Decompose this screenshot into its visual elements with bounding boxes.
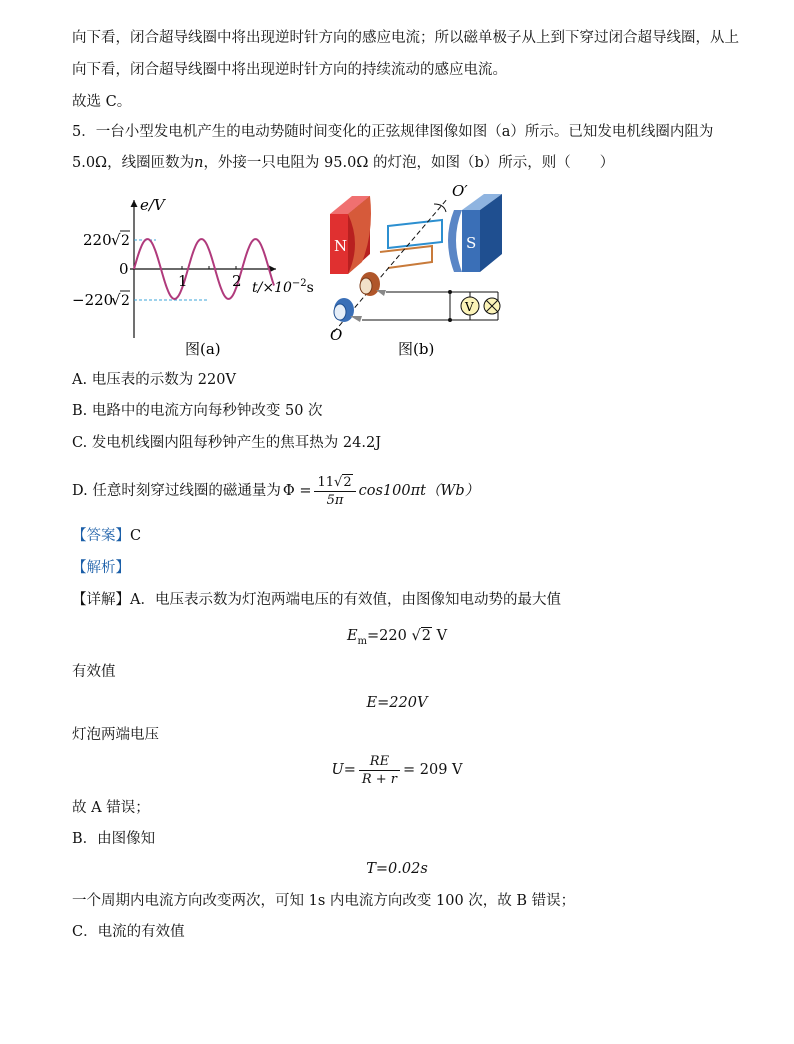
- intro-line-2: 向下看，闭合超导线圈中将出现逆时针方向的持续流动的感应电流。: [72, 62, 507, 78]
- detail-tag: 【详解】: [72, 592, 130, 608]
- y-max-label: 220: [83, 231, 112, 249]
- o-prime-label: O′: [452, 182, 468, 200]
- equation-emax: $E_m=220$ √2 V: [346, 628, 448, 647]
- text-lamp-voltage: 灯泡两端电压: [72, 727, 159, 743]
- x-tick-2: 2: [232, 272, 242, 290]
- voltmeter-label: V: [465, 300, 474, 314]
- question-line-2b: ，外接一只电阻为 95.0Ω 的灯泡，如图（b）所示，则（ ）: [203, 155, 615, 171]
- y-min-root: 2: [121, 293, 130, 309]
- svg-text:√: √: [111, 291, 121, 309]
- o-label: O: [330, 326, 343, 344]
- question-line-2: [72, 153, 734, 173]
- text-effective: 有效值: [72, 664, 116, 680]
- question-line-2a: 5.0Ω，线圈匝数为: [72, 155, 195, 171]
- n-magnet: [330, 196, 371, 274]
- option-c: C. 发电机线圈内阻每秒钟产生的焦耳热为 24.2J: [72, 435, 382, 451]
- y-axis-label: e/V: [140, 196, 165, 214]
- equation-t: T=0.02s: [366, 861, 428, 877]
- detail-text: A．电压表示数为灯泡两端电压的有效值，由图像知电动势的最大值: [130, 592, 561, 608]
- figure-a-caption: 图(a): [185, 340, 221, 358]
- intro-line-3: 故选 C。: [72, 94, 132, 110]
- svg-text:√: √: [111, 231, 121, 249]
- n-label: N: [334, 237, 348, 255]
- detail-line: [72, 590, 734, 610]
- equation-u: U= $\frac{RE}{R + r}$ = 209 V: [331, 753, 463, 787]
- intro-line-1: 向下看，闭合超导线圈中将出现逆时针方向的感应电流；所以磁单极子从上到下穿过闭合超导线圈，从上: [72, 30, 739, 46]
- text-b-intro: B．由图像知: [72, 831, 156, 847]
- figure-b-caption: 图(b): [398, 340, 435, 358]
- y-max-root: 2: [121, 233, 130, 249]
- y-zero-label: 0: [119, 260, 129, 278]
- option-d-fraction: $\frac{11√2}{5\pi}$: [314, 474, 355, 509]
- s-label: S: [466, 234, 477, 252]
- answer-line: [72, 526, 734, 546]
- option-d: [72, 472, 734, 510]
- x-axis-label: $t/\times 10^{-2}s$: [252, 278, 314, 296]
- option-a: A. 电压表的示数为 220V: [72, 372, 236, 388]
- text-a-wrong: 故 A 错误；: [72, 800, 150, 816]
- turns-symbol: n: [194, 155, 204, 171]
- option-d-phi: Φ =: [282, 483, 312, 499]
- s-magnet: [448, 194, 502, 272]
- text-c-intro: C．电流的有效值: [72, 924, 185, 940]
- y-min-label: −220: [72, 291, 114, 309]
- x-tick-1: 1: [178, 272, 188, 290]
- answer-value: C: [130, 528, 142, 544]
- text-b-conclusion: 一个周期内电流方向改变两次，可知 1s 内电流方向改变 100 次，故 B 错误；: [72, 893, 576, 909]
- figure-b-generator: [322, 182, 512, 362]
- figure-a-graph: [70, 188, 320, 363]
- answer-tag: 【答案】: [72, 528, 130, 544]
- question-line-1: 5．一台小型发电机产生的电动势随时间变化的正弦规律图像如图（a）所示。已知发电机线圈内阻为: [72, 124, 714, 140]
- option-b: B. 电路中的电流方向每秒钟改变 50 次: [72, 403, 323, 419]
- equation-e: E=220V: [366, 695, 428, 711]
- option-d-tail: cos100πt（Wb）: [358, 483, 480, 499]
- option-d-prefix: D. 任意时刻穿过线圈的磁通量为: [72, 483, 281, 499]
- analysis-tag: 【解析】: [72, 560, 130, 576]
